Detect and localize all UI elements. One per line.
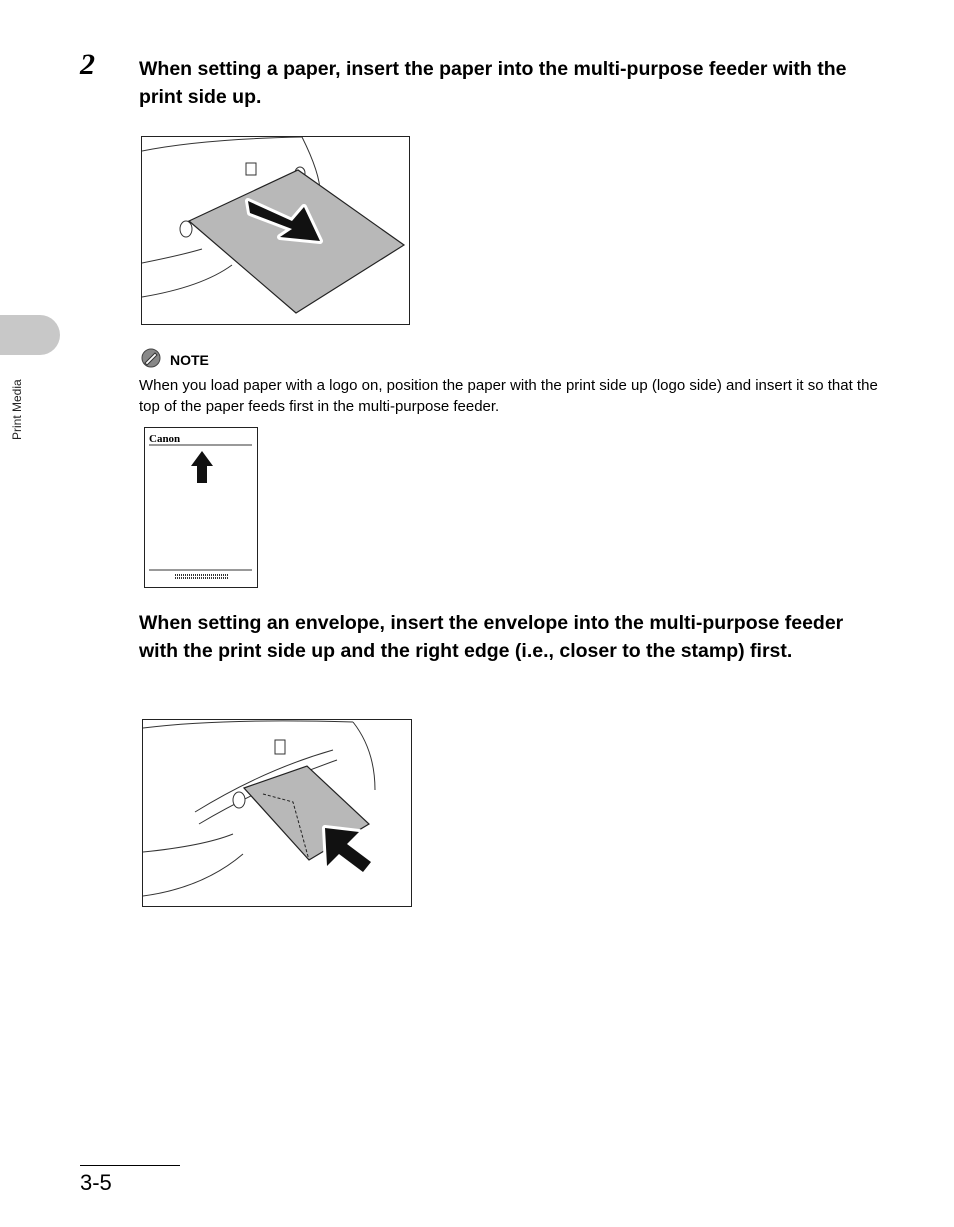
paper-loading-illustration xyxy=(141,136,410,325)
brand-logo: Canon xyxy=(149,433,181,445)
logo-sheet-illustration xyxy=(144,427,258,588)
chapter-label: Print Media xyxy=(10,379,24,440)
note-label: NOTE xyxy=(170,351,209,368)
page-number: 3-5 xyxy=(80,1170,112,1195)
envelope-instruction: When setting an envelope, insert the envelope into the multi-purpose feeder with the print side up and the right edge (i.e., closer to the stamp) first. xyxy=(139,612,844,662)
note-body: When you load paper with a logo on, position the paper with the print side up (logo side) and insert it so that the top of the paper feeds first in the multi-purpose feeder. xyxy=(139,377,878,415)
step-instruction: When setting a paper, insert the paper into the multi-purpose feeder with the print side up. xyxy=(139,58,847,108)
footer-rule xyxy=(80,1165,180,1166)
envelope-loading-illustration xyxy=(142,719,412,907)
note-heading xyxy=(140,348,209,371)
pencil-icon xyxy=(140,348,162,371)
step-number: 2 xyxy=(80,48,94,81)
chapter-tab xyxy=(0,315,60,355)
